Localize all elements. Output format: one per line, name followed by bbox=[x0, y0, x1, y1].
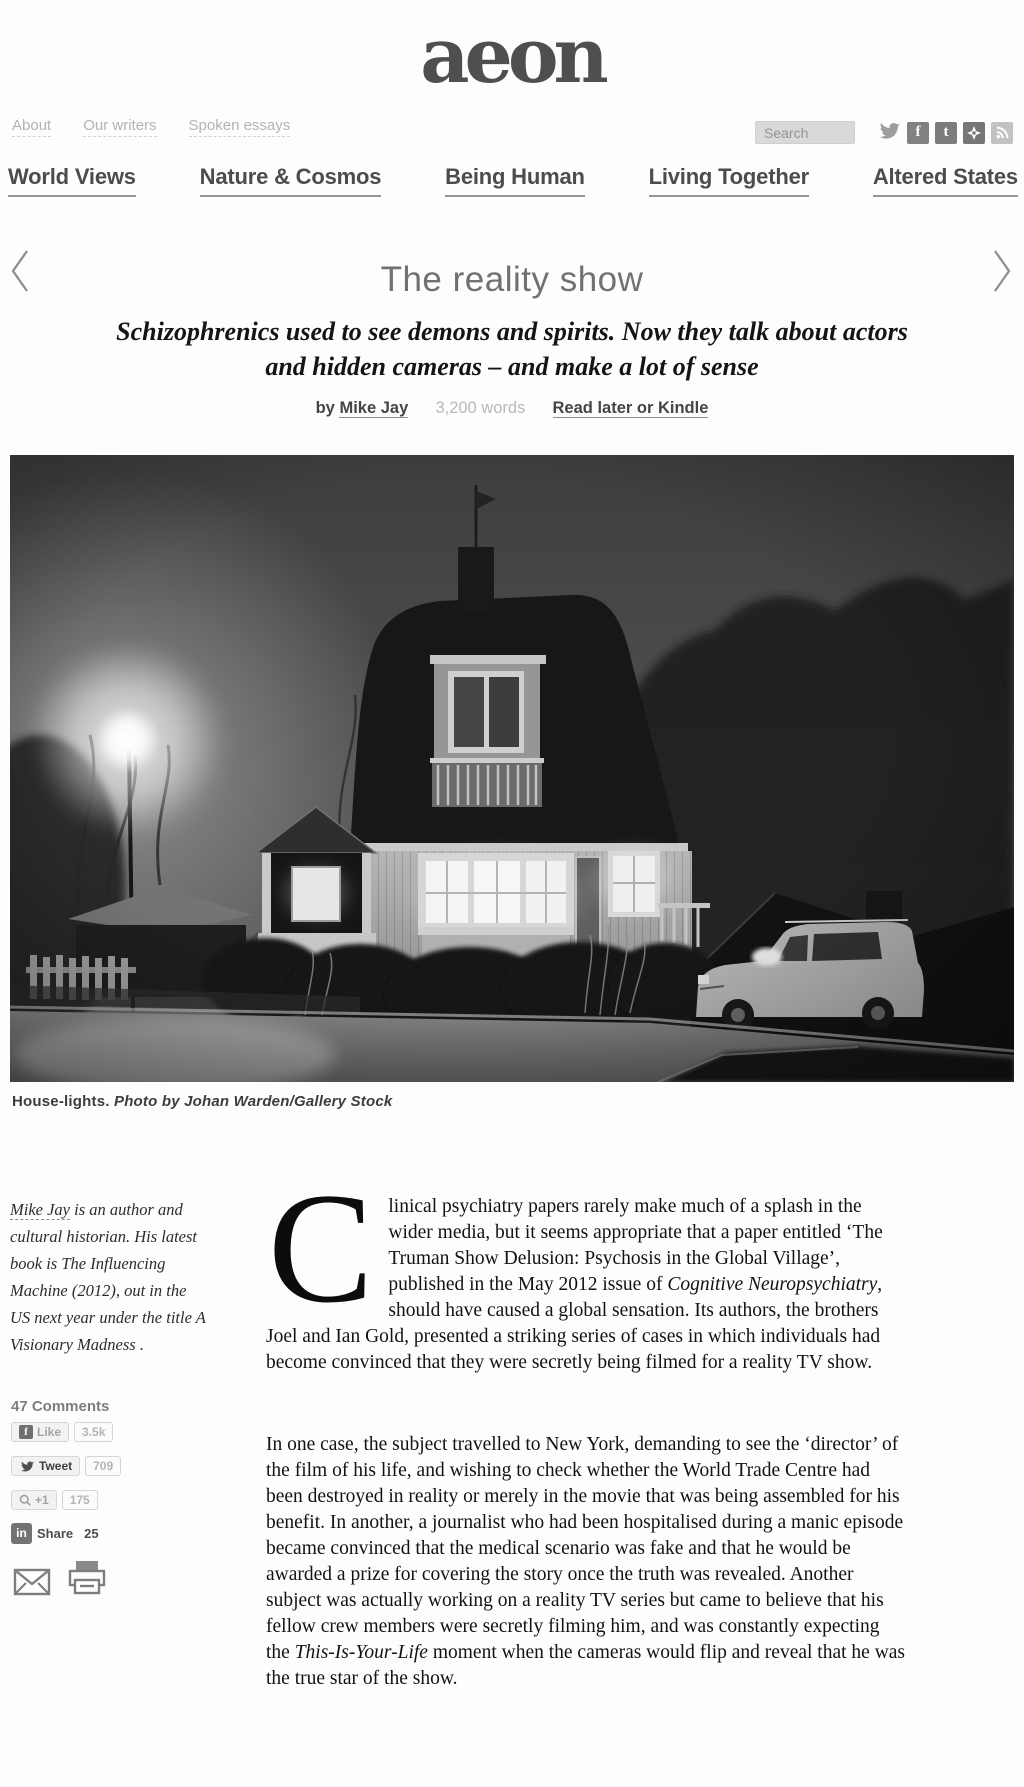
facebook-like-widget bbox=[11, 1422, 113, 1442]
like-button[interactable] bbox=[11, 1422, 69, 1442]
linkedin-count: 25 bbox=[84, 1526, 99, 1541]
author-bio-link[interactable]: Mike Jay bbox=[10, 1200, 70, 1219]
page-title: The reality show bbox=[380, 260, 644, 299]
utility-icons bbox=[13, 1560, 107, 1601]
nav-world-views[interactable]: World Views bbox=[8, 164, 136, 197]
photo-caption bbox=[12, 1093, 392, 1110]
linkedin-share-button[interactable]: Share bbox=[37, 1526, 74, 1541]
main-nav bbox=[8, 164, 1018, 197]
para1-journal-title: Cognitive Neuropsychiatry bbox=[667, 1274, 878, 1295]
paragraph-2 bbox=[266, 1432, 906, 1692]
nav-nature-cosmos[interactable]: Nature & Cosmos bbox=[200, 164, 382, 197]
search-input[interactable] bbox=[755, 121, 855, 144]
nav-being-human[interactable]: Being Human bbox=[445, 164, 585, 197]
author-bio bbox=[10, 1196, 206, 1358]
caption-text: House-lights. bbox=[12, 1093, 114, 1110]
para2-text: In one case, the subject travelled to New York, demanding to see the ‘director’ of the film of his life, and wishing to check whether the World Trade Centre had been destroyed in reality or merely in the movie that was being assembled for his benefit. In another, a journalist who had been hospitalised during a manic episode became convinced that the medical scenario was fake and that he would be awarded a prize for covering the story once the truth was revealed. Another subject was actually working on a reality TV series but came to believe that his fellow crew members were secretly filming him, and was constantly expecting the bbox=[266, 1434, 904, 1663]
email-icon[interactable] bbox=[13, 1568, 51, 1601]
comments-link[interactable]: 47 Comments bbox=[11, 1398, 110, 1415]
byline bbox=[0, 399, 1024, 418]
plusone-label: +1 bbox=[35, 1493, 49, 1507]
author-bio-text: is an author and cultural historian. His latest book is The Influencing Machine (2012), out in the US next year under the title A Visionary Madness . bbox=[10, 1200, 206, 1354]
googleplus-icon[interactable] bbox=[963, 122, 985, 144]
google-icon bbox=[19, 1494, 31, 1506]
byline-by: by bbox=[315, 399, 335, 417]
linkedin-icon[interactable]: in bbox=[11, 1523, 32, 1544]
para1-text-end: , should have caused a global sensation. Its authors, the brothers Joel and Ian Gold, presented a striking series of cases in which individuals had become convinced that they were secretly being filmed for a reality TV show. bbox=[266, 1274, 883, 1373]
plusone-count: 175 bbox=[62, 1490, 98, 1510]
read-later-link[interactable]: Read later or Kindle bbox=[552, 399, 709, 417]
article-subtitle: Schizophrenics used to see demons and spirits. Now they talk about actors and hidden cameras – and make a lot of sense bbox=[116, 317, 908, 381]
para2-show-title: This-Is-Your-Life bbox=[294, 1642, 428, 1663]
twitter-icon bbox=[19, 1459, 35, 1473]
link-our-writers[interactable]: Our writers bbox=[83, 117, 156, 137]
tumblr-icon[interactable]: t bbox=[935, 122, 957, 144]
caption-credit: Photo by Johan Warden/Gallery Stock bbox=[113, 1093, 393, 1110]
facebook-icon[interactable]: f bbox=[907, 122, 929, 144]
print-icon[interactable] bbox=[67, 1560, 107, 1601]
article-body bbox=[266, 1161, 906, 1692]
para1-text: linical psychiatry papers rarely make much of a splash in the wider media, but it seems appropriate that a paper entitled ‘The Truman Show Delusion: Psychosis in the Global Village’, published in the May 2012 issue of bbox=[388, 1196, 883, 1295]
plusone-widget bbox=[11, 1490, 98, 1510]
paragraph-1 bbox=[266, 1161, 906, 1376]
word-count: 3,200 words bbox=[435, 399, 526, 417]
tweet-button[interactable] bbox=[11, 1456, 80, 1476]
para2-text-end: moment when the cameras would flip and reveal that he was the true star of the show. bbox=[266, 1642, 906, 1689]
rss-icon[interactable] bbox=[991, 122, 1013, 144]
tweet-label: Tweet bbox=[39, 1459, 73, 1473]
like-label: Like bbox=[37, 1425, 62, 1439]
header-links bbox=[12, 117, 290, 137]
plusone-button[interactable] bbox=[11, 1490, 57, 1510]
nav-altered-states[interactable]: Altered States bbox=[873, 164, 1018, 197]
linkedin-widget bbox=[11, 1523, 99, 1544]
social-icons bbox=[877, 119, 1013, 146]
aeon-logo[interactable]: aeon bbox=[420, 11, 604, 100]
like-count: 3.5k bbox=[74, 1422, 113, 1442]
drop-cap: C bbox=[268, 1161, 374, 1336]
twitter-icon[interactable] bbox=[877, 119, 901, 146]
tweet-count: 709 bbox=[85, 1456, 121, 1476]
link-spoken-essays[interactable]: Spoken essays bbox=[189, 117, 291, 137]
nav-living-together[interactable]: Living Together bbox=[649, 164, 809, 197]
article-photo bbox=[10, 455, 1014, 1082]
facebook-icon: f bbox=[19, 1425, 33, 1439]
tweet-widget bbox=[11, 1456, 121, 1476]
author-link[interactable]: Mike Jay bbox=[339, 399, 409, 417]
link-about[interactable]: About bbox=[12, 117, 51, 137]
